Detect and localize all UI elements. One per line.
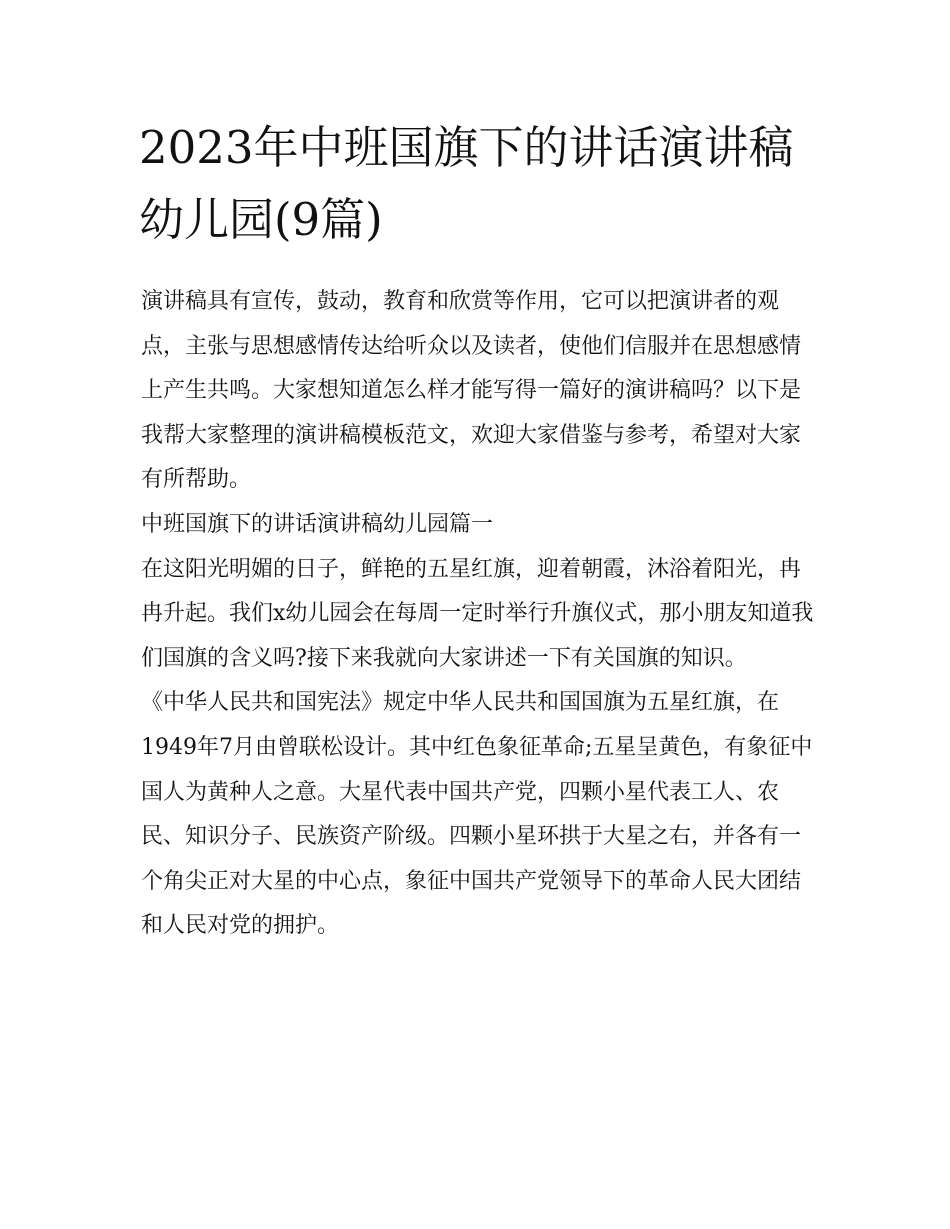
body-paragraph-2: 《中华人民共和国宪法》规定中华人民共和国国旗为五星红旗，在1949年7月由曾联松设计。其中红色象征革命;五星呈黄色，有象征中国人为黄种人之意。大星代表中国共产党，四颗小星代表工人、农民、知识分子、民族资产阶级。四颗小星环拱于大星之右，并各有一个角尖正对大星的中心点，象征中国共产党领导下的革命人民大团结和人民对党的拥护。 — [141, 690, 813, 939]
document-title: 2023年中班国旗下的讲话演讲稿幼儿园(9篇) — [139, 121, 794, 246]
intro-paragraph: 演讲稿具有宣传，鼓动，教育和欣赏等作用，它可以把演讲者的观点，主张与思想感情传达给听众以及读者，使他们信服并在思想感情上产生共鸣。大家想知道怎么样才能写得一篇好的演讲稿吗？以下是我帮大家整理的演讲稿模板范文，欢迎大家借鉴与参考，希望对大家有所帮助。 — [141, 289, 802, 493]
body-paragraph-1: 在这阳光明媚的日子，鲜艳的五星红旗，迎着朝霞，沐浴着阳光，冉冉升起。我们x幼儿园会在每周一定时举行升旗仪式，那小朋友知道我们国旗的含义吗?接下来我就向大家讲述一下有关国旗的知识。 — [141, 556, 814, 671]
section-heading: 中班国旗下的讲话演讲稿幼儿园篇一 — [141, 511, 494, 537]
document-body — [141, 280, 817, 949]
